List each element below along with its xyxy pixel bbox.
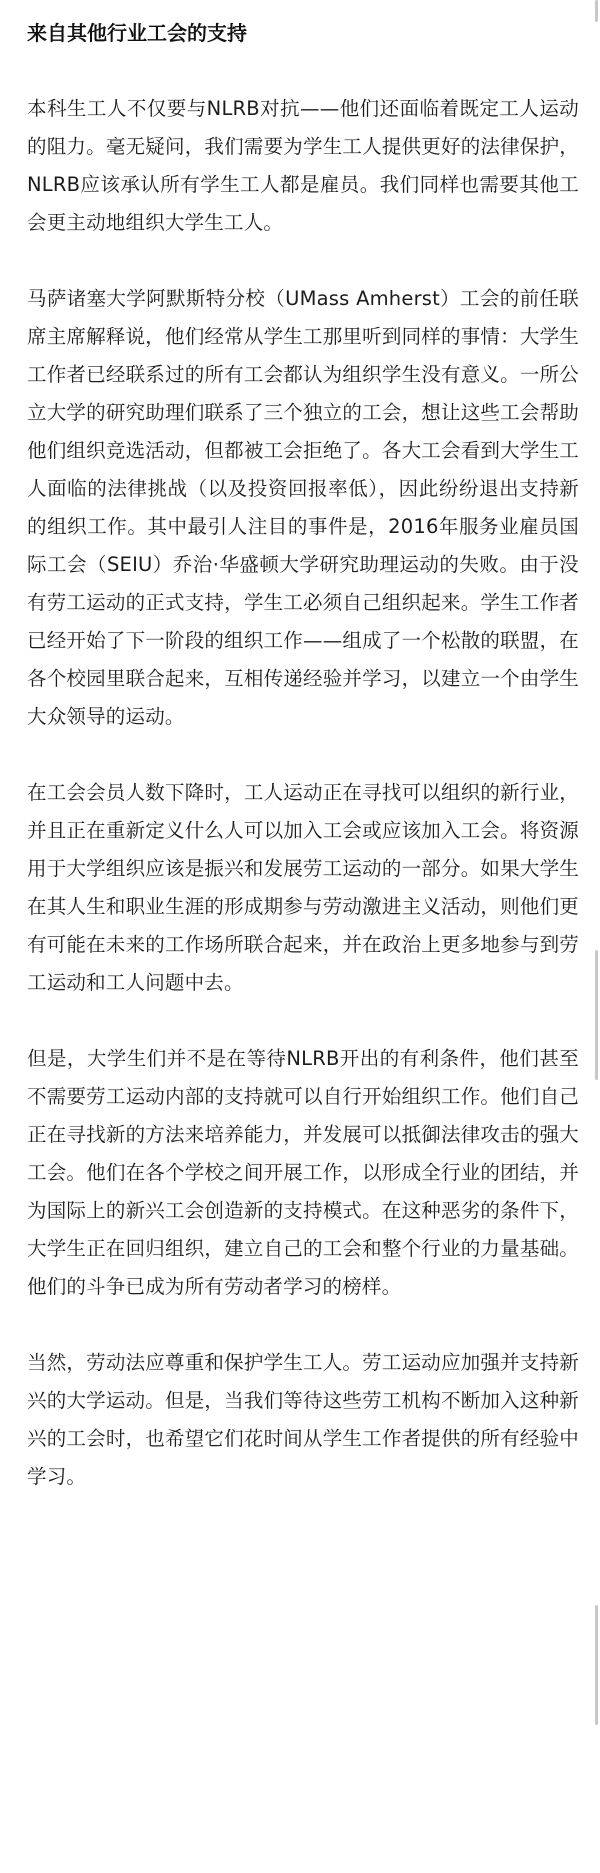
- paragraph-3: 在工会会员人数下降时，工人运动正在寻找可以组织的新行业，并且正在重新定义什么人可以加入工会或应该加入工会。将资源用于大学组织应该是振兴和发展劳工运动的一部分。如果大学生在其人生和职业生涯的形成期参与劳动激进主义活动，则他们更有可能在未来的工作场所联合起来，并在政治上更多地参与到劳工运动和工人问题中去。: [27, 781, 579, 994]
- article: [27, 0, 579, 1496]
- scrollbar-track[interactable]: [592, 0, 600, 1873]
- paragraph-4: 但是，大学生们并不是在等待NLRB开出的有利条件，他们甚至不需要劳工运动内部的支持就可以自行开始组织工作。他们自己正在寻找新的方法来培养能力，并发展可以抵御法律攻击的强大工会。他们在各个学校之间开展工作，以形成全行业的团结，并为国际上的新兴工会创造新的支持模式。在这种恶劣的条件下，大学生正在回归组织，建立自己的工会和整个行业的力量基础。他们的斗争已成为所有劳动者学习的榜样。: [27, 1047, 579, 1298]
- scrollbar-thumb[interactable]: [595, 0, 598, 22]
- paragraph-2: 马萨诸塞大学阿默斯特分校（UMass Amherst）工会的前任联席主席解释说，他们经常从学生工那里听到同样的事情：大学生工作者已经联系过的所有工会都认为组织学生没有意义。一所公立大学的研究助理们联系了三个独立的工会，想让这些工会帮助他们组织竞选活动，但都被工会拒绝了。各大工会看到大学生工人面临的法律挑战（以及投资回报率低），因此纷纷退出支持新的组织工作。其中最引人注目的事件是，2016年服务业雇员国际工会（SEIU）乔治·华盛顿大学研究助理运动的失败。由于没有劳工运动的正式支持，学生工必须自己组织起来。学生工作者已经开始了下一阶段的组织工作——组成了一个松散的联盟，在各个校园里联合起来，互相传递经验并学习，以建立一个由学生大众领导的运动。: [27, 287, 579, 728]
- scrollbar-thumb[interactable]: [595, 1605, 598, 1725]
- scrollbar-thumb[interactable]: [595, 950, 598, 1080]
- section-heading: 来自其他行业工会的支持: [27, 21, 247, 45]
- paragraph-5: 当然，劳动法应尊重和保护学生工人。劳工运动应加强并支持新兴的大学运动。但是，当我们等待这些劳工机构不断加入这种新兴的工会时，也希望它们花时间从学生工作者提供的所有经验中学习。: [27, 1351, 579, 1488]
- paragraph-1: 本科生工人不仅要与NLRB对抗——他们还面临着既定工人运动的阻力。毫无疑问，我们需要为学生工人提供更好的法律保护，NLRB应该承认所有学生工人都是雇员。我们同样也需要其他工会更主动地组织大学生工人。: [27, 97, 579, 234]
